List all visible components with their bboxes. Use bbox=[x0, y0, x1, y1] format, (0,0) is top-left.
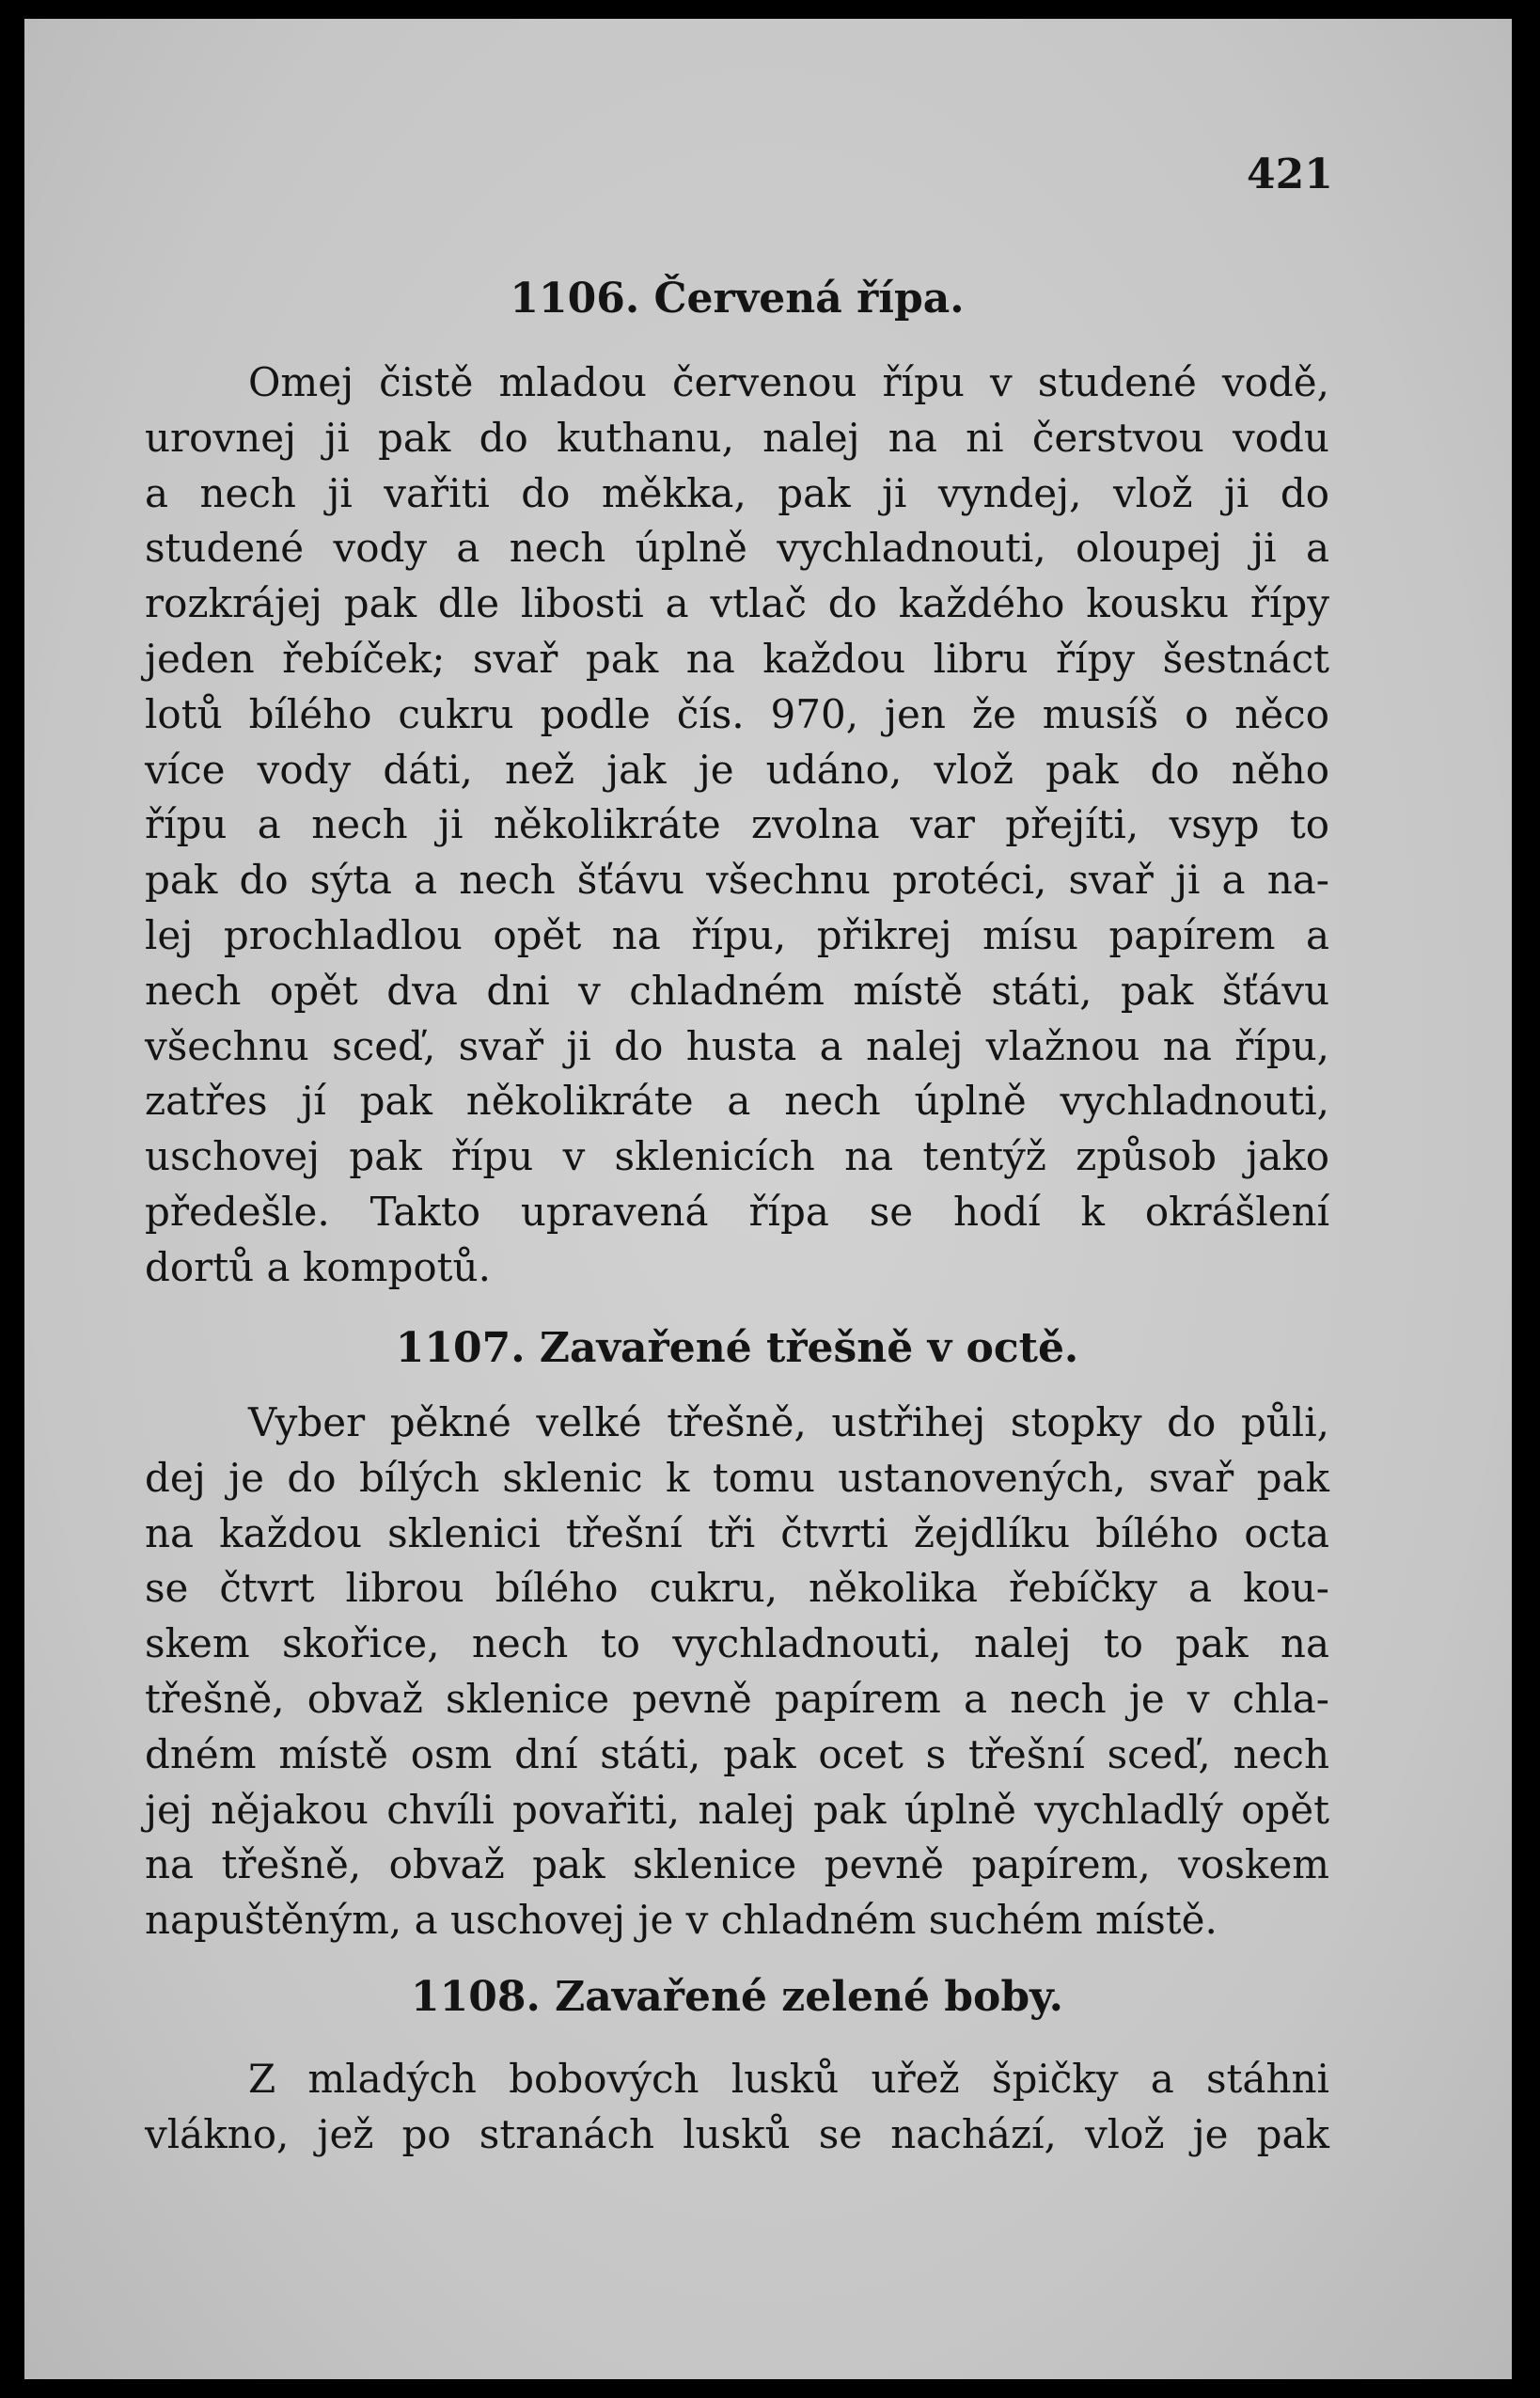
text-line: řípu a nech ji několikráte zvolna var přejíti, vsyp to bbox=[145, 801, 1329, 848]
text-line: Omej čistě mladou červenou řípu v studené vodě, bbox=[248, 359, 1329, 405]
text-line: jeden řebíček; svař pak na každou libru řípy šestnáct bbox=[145, 635, 1329, 682]
text-line: rozkrájej pak dle libosti a vtlač do každého kousku řípy bbox=[145, 580, 1329, 627]
text-line: skem skořice, nech to vychladnouti, nalej to pak na bbox=[145, 1620, 1329, 1667]
text-line: na třešně, obvaž pak sklenice pevně papírem, voskem bbox=[145, 1841, 1329, 1888]
section-body-1107 bbox=[145, 1396, 1329, 1948]
page-number: 421 bbox=[1247, 150, 1333, 198]
text-line: Z mladých bobových lusků uřež špičky a stáhni bbox=[248, 2056, 1329, 2102]
text-line: všechnu sceď, svař ji do husta a nalej vlažnou na řípu, bbox=[145, 1022, 1329, 1069]
text-line: předešle. Takto upravená řípa se hodí k okrášlení bbox=[145, 1188, 1329, 1235]
section-title-1106: 1106. Červená řípa. bbox=[510, 275, 965, 323]
text-line: jej nějakou chvíli povařiti, nalej pak úplně vychladlý opět bbox=[145, 1786, 1329, 1833]
text-line: napuštěným, a uschovej je v chladném suchém místě. bbox=[145, 1897, 1218, 1944]
text-line: dném místě osm dní státi, pak ocet s třešní sceď, nech bbox=[145, 1730, 1329, 1777]
text-line: pak do sýta a nech šťávu všechnu protéci, svař ji a na- bbox=[145, 857, 1329, 904]
text-line: třešně, obvaž sklenice pevně papírem a nech je v chla- bbox=[145, 1675, 1329, 1722]
text-line: Vyber pěkné velké třešně, ustřihej stopky do půli, bbox=[248, 1399, 1329, 1445]
section-body-1106 bbox=[145, 355, 1329, 1296]
text-line: nech opět dva dni v chladném místě státi, pak šťávu bbox=[145, 967, 1329, 1014]
section-title-1107: 1107. Zavařené třešně v octě. bbox=[395, 1324, 1079, 1372]
section-body-1108 bbox=[145, 2052, 1329, 2163]
text-line: dej je do bílých sklenic k tomu ustanovených, svař pak bbox=[145, 1454, 1329, 1501]
text-line: na každou sklenici třešní tři čtvrti žejdlíku bílého octa bbox=[145, 1509, 1329, 1556]
text-line: urovnej ji pak do kuthanu, nalej na ni čerstvou vodu bbox=[145, 414, 1329, 461]
text-line: více vody dáti, než jak je udáno, vlož pak do něho bbox=[145, 746, 1329, 793]
text-line: a nech ji vařiti do měkka, pak ji vyndej, vlož ji do bbox=[145, 469, 1329, 516]
text-line: vlákno, jež po stranách lusků se nachází, vlož je pak bbox=[145, 2110, 1329, 2157]
text-line: lej prochladlou opět na řípu, přikrej mísu papírem a bbox=[145, 911, 1329, 958]
text-line: dortů a kompotů. bbox=[145, 1243, 491, 1290]
book-page bbox=[24, 19, 1512, 2379]
text-line: uschovej pak řípu v sklenicích na tentýž způsob jako bbox=[145, 1133, 1329, 1180]
text-line: studené vody a nech úplně vychladnouti, oloupej ji a bbox=[145, 525, 1329, 572]
text-line: se čtvrt librou bílého cukru, několika řebíčky a kou- bbox=[145, 1565, 1329, 1612]
section-title-1108: 1108. Zavařené zelené boby. bbox=[411, 1973, 1063, 2021]
text-line: lotů bílého cukru podle čís. 970, jen že musíš o něco bbox=[145, 690, 1329, 737]
text-line: zatřes jí pak několikráte a nech úplně vychladnouti, bbox=[145, 1078, 1329, 1125]
